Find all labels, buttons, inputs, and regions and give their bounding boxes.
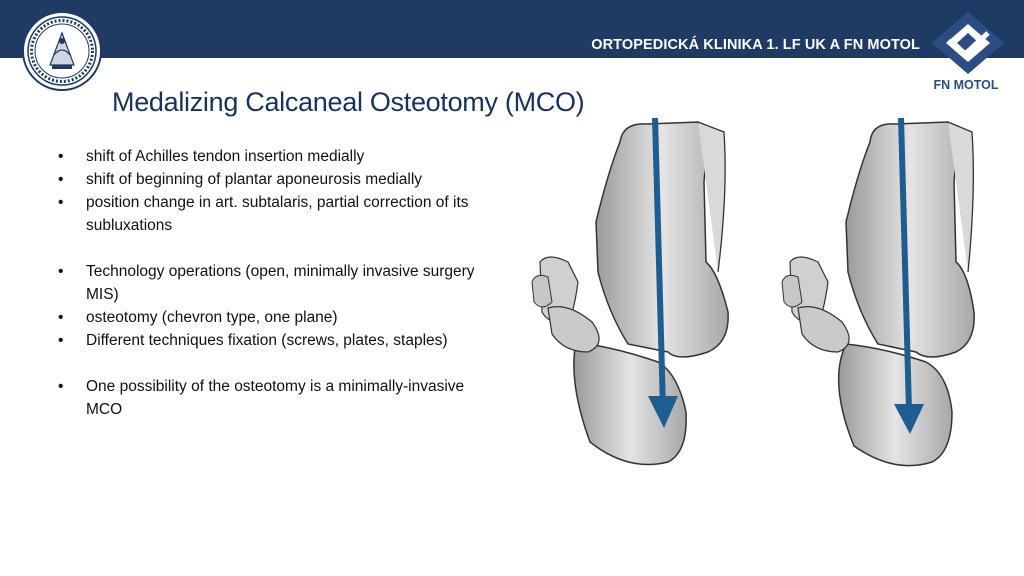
bullet-item: • Different techniques fixation (screws, plates, staples) <box>58 329 498 352</box>
slide-title: Medalizing Calcaneal Osteotomy (MCO) <box>112 87 585 117</box>
bullet-list <box>58 145 498 421</box>
bullet-item: • shift of beginning of plantar aponeurosis medially <box>58 168 498 191</box>
bullet-item: • osteotomy (chevron type, one plane) <box>58 306 498 329</box>
bullet-item: • One possibility of the osteotomy is a minimally-invasive MCO <box>58 375 498 421</box>
bullet-item: • position change in art. subtalaris, partial correction of its subluxations <box>58 191 498 237</box>
calcaneus-illustration <box>528 112 998 472</box>
fn-motol-label: FN MOTOL <box>933 78 999 92</box>
header-bar <box>0 0 1024 58</box>
university-seal-icon <box>22 11 102 91</box>
left-foot-bones <box>532 122 728 465</box>
clinic-name: ORTOPEDICKÁ KLINIKA 1. LF UK A FN MOTOL <box>591 37 920 53</box>
bullet-item: • shift of Achilles tendon insertion medially <box>58 145 498 168</box>
bullet-item: • Technology operations (open, minimally invasive surgery MIS) <box>58 260 498 306</box>
right-foot-bones <box>782 122 974 466</box>
fn-motol-logo-icon <box>928 11 1008 75</box>
